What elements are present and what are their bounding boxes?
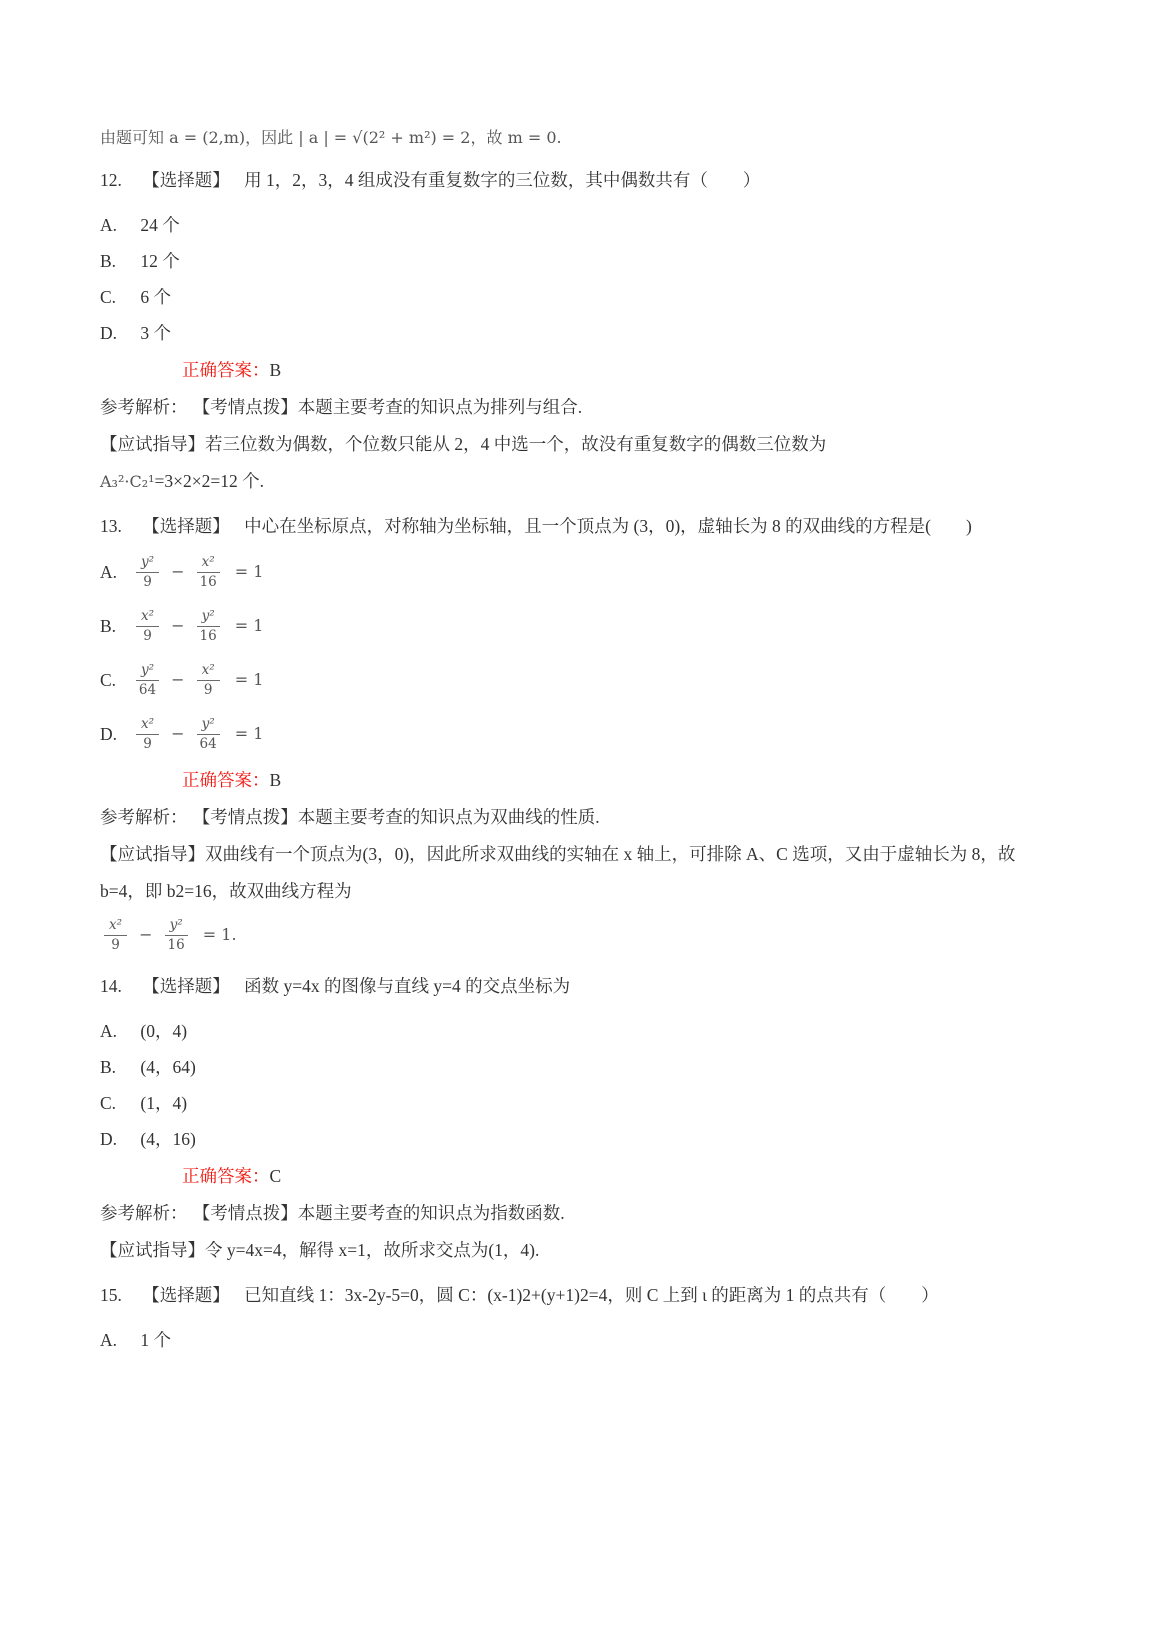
- option-key: B.: [100, 251, 117, 271]
- option-row: [100, 1049, 1058, 1085]
- fraction: [104, 917, 127, 952]
- minus-sign: −: [139, 924, 153, 944]
- answer-label: 正确答案：: [182, 1166, 270, 1186]
- fraction: [165, 917, 188, 952]
- question-type-tag: 【选择题】: [142, 170, 230, 190]
- option-row: [100, 707, 1058, 761]
- answer-line: [182, 1157, 1058, 1195]
- minus-sign: −: [171, 723, 185, 743]
- fraction: [136, 716, 159, 751]
- frac-numerator: x²: [136, 716, 159, 734]
- frac-numerator: y²: [165, 917, 188, 935]
- option-text: 3 个: [140, 323, 171, 343]
- option-formula: [132, 554, 263, 589]
- guide-line: 【应试指导】若三位数为偶数，个位数只能从 2，4 中选一个，故没有重复数字的偶数三位数为: [100, 434, 827, 454]
- option-row: [100, 207, 1058, 243]
- fraction: [197, 716, 220, 751]
- fraction: [136, 608, 159, 643]
- option-key: D.: [100, 323, 118, 343]
- combination-formula: A₃²·C₂¹: [100, 472, 155, 491]
- frac-numerator: y²: [136, 554, 159, 572]
- question-number: 15.: [100, 1285, 122, 1305]
- equals-one: = 1: [234, 561, 264, 581]
- question-stem: 函数 y=4x 的图像与直线 y=4 的交点坐标为: [244, 976, 571, 996]
- question-stem-line: [100, 1277, 1058, 1314]
- option-row: [100, 315, 1058, 351]
- question-number: 12.: [100, 170, 122, 190]
- question-stem-line: [100, 162, 1058, 199]
- option-key: C.: [100, 287, 117, 307]
- question-stem: 中心在坐标原点，对称轴为坐标轴，且一个顶点为 (3，0)，虚轴长为 8 的双曲线的方程是( ): [244, 516, 972, 536]
- equals-one: = 1.: [202, 924, 237, 944]
- option-text: (0，4): [140, 1021, 188, 1041]
- answer-value: B: [269, 770, 282, 790]
- option-row: [100, 1322, 1058, 1358]
- guide-line: 【应试指导】双曲线有一个顶点为(3，0)，因此所求双曲线的实轴在 x 轴上，可排除 A、C 选项，又由于虚轴长为 8，故 b=4，即 b2=16，故双曲线方程为: [100, 844, 1016, 901]
- guide-line: 【应试指导】令 y=4x=4，解得 x=1，故所求交点为(1，4).: [100, 1240, 540, 1260]
- option-text: 12 个: [140, 251, 180, 271]
- frac-denominator: 64: [199, 735, 217, 752]
- option-text: (1，4): [140, 1093, 188, 1113]
- analysis-line: [100, 799, 1058, 836]
- option-key: D.: [100, 1129, 118, 1149]
- fraction: [136, 554, 159, 589]
- analysis-text: 【考情点拨】本题主要考查的知识点为排列与组合.: [201, 397, 583, 417]
- fraction: [197, 608, 220, 643]
- analysis-label: 参考解析：: [100, 397, 188, 417]
- option-key: A.: [100, 1021, 118, 1041]
- question-type-tag: 【选择题】: [142, 516, 230, 536]
- frac-numerator: y²: [197, 716, 220, 734]
- solution-formula-line: [100, 463, 1058, 500]
- frac-denominator: 9: [143, 735, 152, 752]
- option-text: 1 个: [140, 1330, 171, 1350]
- frac-numerator: x²: [104, 917, 127, 935]
- question-stem-line: [100, 508, 1058, 545]
- question-number: 13.: [100, 516, 122, 536]
- question-stem-line: [100, 968, 1058, 1005]
- question-stem: 已知直线 1：3x-2y-5=0，圆 C：(x-1)2+(y+1)2=4，则 C 上到 ι 的距离为 1 的点共有（ ）: [244, 1285, 939, 1305]
- question-type-tag: 【选择题】: [142, 1285, 230, 1305]
- answer-value: C: [269, 1166, 282, 1186]
- answer-label: 正确答案：: [182, 770, 270, 790]
- frac-denominator: 16: [199, 627, 217, 644]
- result-formula: [100, 917, 237, 952]
- option-key: B.: [100, 615, 117, 636]
- option-key: A.: [100, 215, 118, 235]
- option-key: C.: [100, 669, 117, 690]
- option-row: [100, 243, 1058, 279]
- question-12: [100, 162, 1058, 500]
- option-formula: [132, 716, 263, 751]
- frac-numerator: x²: [197, 662, 220, 680]
- equals-one: = 1: [234, 669, 264, 689]
- frac-denominator: 9: [143, 627, 152, 644]
- answer-value: B: [269, 360, 282, 380]
- option-row: [100, 653, 1058, 707]
- question-type-tag: 【选择题】: [142, 976, 230, 996]
- minus-sign: −: [171, 615, 185, 635]
- analysis-label: 参考解析：: [100, 1203, 188, 1223]
- frac-denominator: 64: [138, 681, 157, 698]
- option-row: [100, 1013, 1058, 1049]
- option-formula: [132, 662, 263, 697]
- option-key: A.: [100, 561, 118, 582]
- option-row: [100, 1121, 1058, 1157]
- frac-numerator: x²: [197, 554, 220, 572]
- option-text: (4，16): [140, 1129, 196, 1149]
- option-text: 6 个: [140, 287, 171, 307]
- analysis-label: 参考解析：: [100, 807, 188, 827]
- option-row: [100, 1085, 1058, 1121]
- previous-solution-formula: 由题可知 a = (2,m)，因此 | a | = √(2² + m²) = 2，故 m = 0.: [100, 128, 562, 147]
- answer-line: [182, 351, 1058, 389]
- question-stem: 用 1，2，3，4 组成没有重复数字的三位数，其中偶数共有（ ）: [244, 170, 761, 190]
- option-row: [100, 279, 1058, 315]
- frac-denominator: 9: [203, 681, 213, 698]
- equals-one: = 1: [234, 615, 264, 635]
- fraction: [197, 554, 220, 589]
- frac-numerator: x²: [136, 608, 159, 626]
- frac-numerator: y²: [197, 608, 220, 626]
- frac-denominator: 9: [111, 936, 120, 953]
- option-text: (4，64): [140, 1057, 196, 1077]
- minus-sign: −: [171, 561, 185, 581]
- frac-denominator: 16: [199, 573, 217, 590]
- frac-denominator: 9: [143, 573, 152, 590]
- frac-denominator: 16: [167, 936, 185, 953]
- option-row: [100, 599, 1058, 653]
- answer-label: 正确答案：: [182, 360, 270, 380]
- fraction: [136, 662, 159, 697]
- question-13: [100, 508, 1058, 960]
- analysis-text: 【考情点拨】本题主要考查的知识点为指数函数.: [201, 1203, 565, 1223]
- option-key: B.: [100, 1057, 117, 1077]
- analysis-line: [100, 389, 1058, 426]
- answer-line: [182, 761, 1058, 799]
- formula-result: =3×2×2=12 个.: [154, 471, 265, 491]
- equals-one: = 1: [234, 723, 264, 743]
- option-key: A.: [100, 1330, 118, 1350]
- question-number: 14.: [100, 976, 122, 996]
- question-15: [100, 1277, 1058, 1358]
- minus-sign: −: [171, 669, 185, 689]
- option-key: D.: [100, 723, 118, 744]
- option-formula: [132, 608, 263, 643]
- frac-numerator: y²: [136, 662, 159, 680]
- question-14: [100, 968, 1058, 1269]
- option-row: [100, 545, 1058, 599]
- option-text: 24 个: [140, 215, 180, 235]
- analysis-text: 【考情点拨】本题主要考查的知识点为双曲线的性质.: [201, 807, 600, 827]
- fraction: [197, 662, 220, 697]
- solution-formula-line: [100, 910, 1058, 960]
- option-key: C.: [100, 1093, 117, 1113]
- analysis-line: [100, 1195, 1058, 1232]
